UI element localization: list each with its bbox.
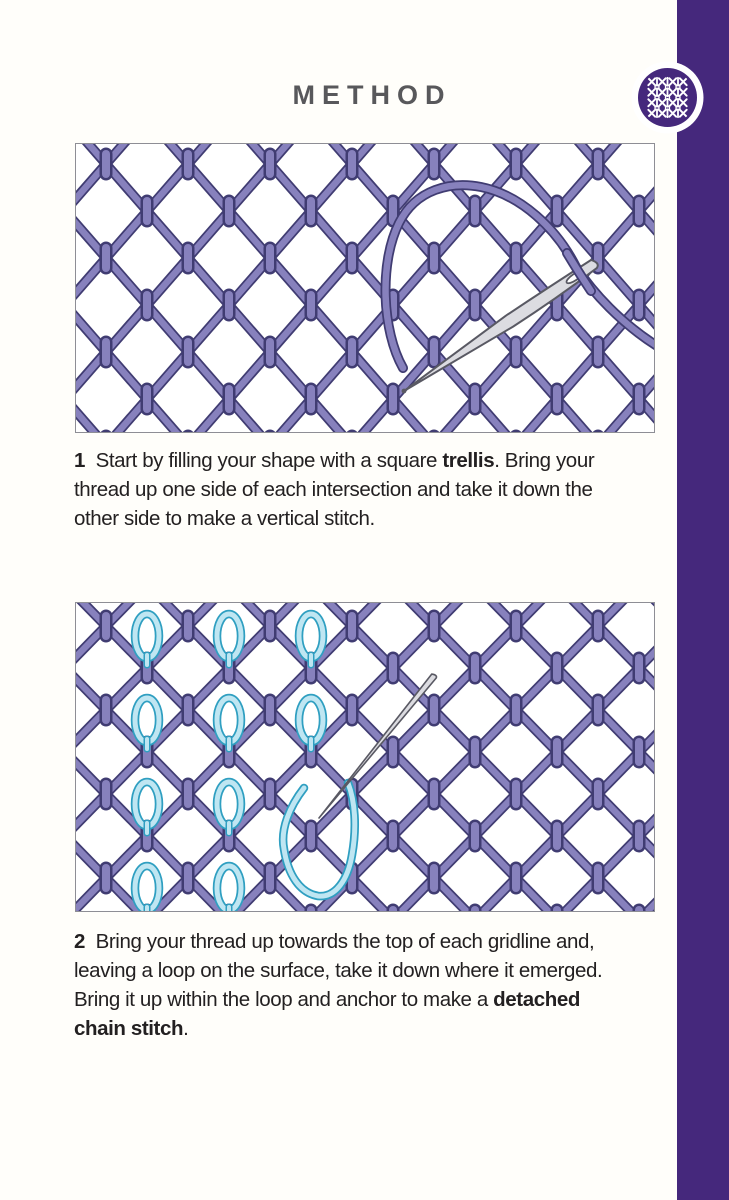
step-1-instruction	[74, 446, 674, 533]
step-text-line: 2 Bring your thread up towards the top of each gridline and,	[74, 930, 595, 953]
page-title: METHOD	[292, 80, 452, 110]
diagram-step1-trellis	[75, 143, 655, 433]
step-text-line: leaving a loop on the surface, take it down where it emerged.	[74, 959, 603, 982]
step-2-instruction	[74, 927, 674, 1043]
step-text-line: Bring it up within the loop and anchor to make a detached	[74, 988, 580, 1011]
detached-chain-diagram	[76, 603, 655, 912]
trellis-needle-diagram	[76, 144, 655, 433]
step-text-line: 1 Start by filling your shape with a square trellis. Bring your	[74, 449, 595, 472]
step-text-line: thread up one side of each intersection and take it down the	[74, 478, 593, 501]
sidebar-accent-bar	[677, 0, 729, 1200]
step-text-line: other side to make a vertical stitch.	[74, 507, 375, 530]
diagram-step2-detached-chain	[75, 602, 655, 912]
needle-tip	[402, 389, 407, 394]
step-text-line: chain stitch.	[74, 1017, 189, 1040]
